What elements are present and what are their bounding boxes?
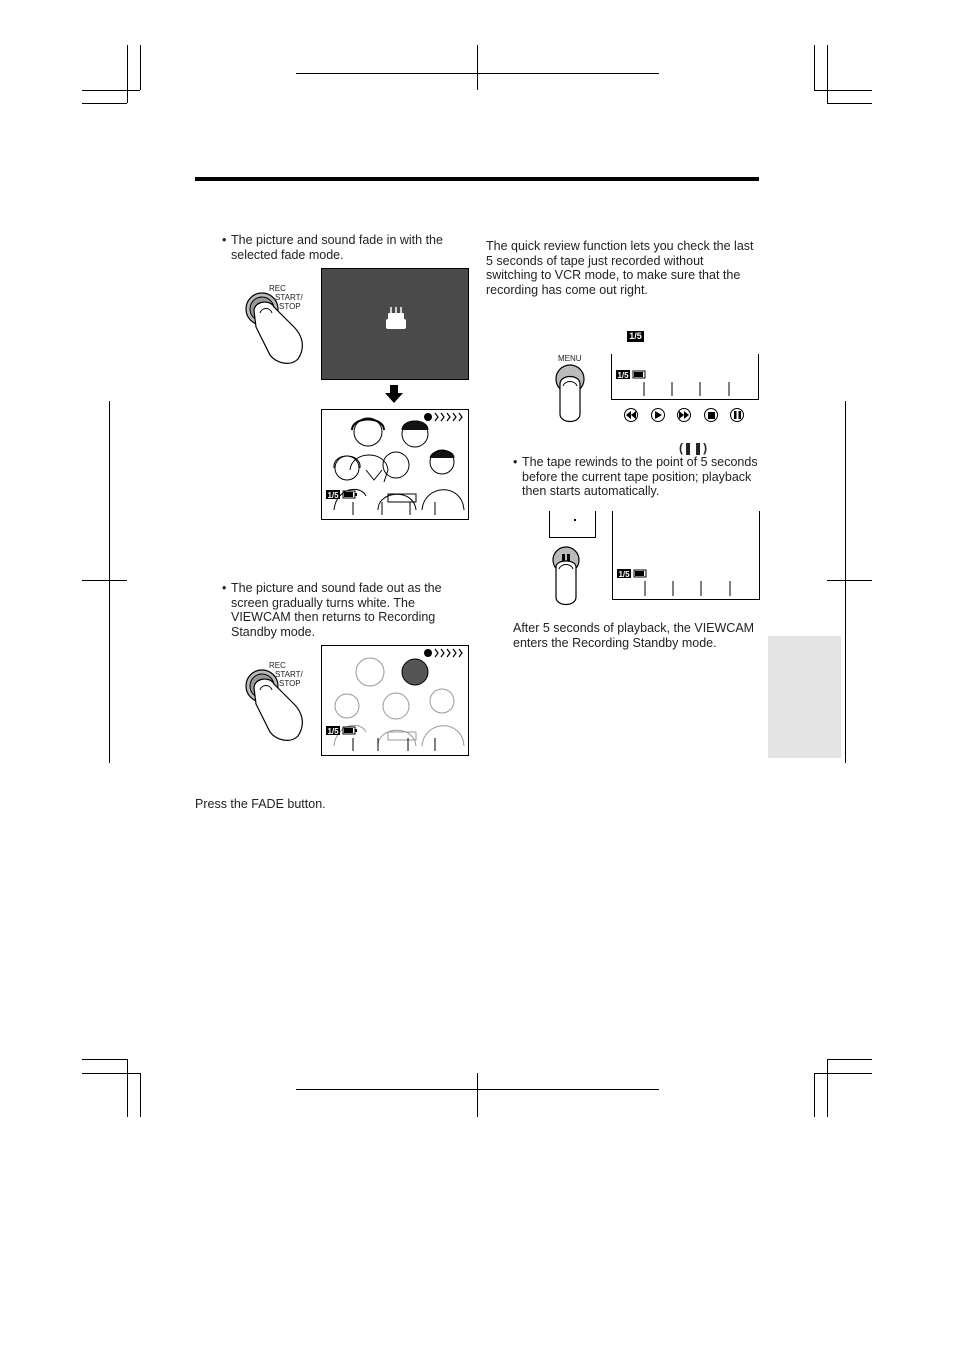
fade-dark-screen bbox=[321, 268, 469, 380]
rewind-bullet: • The tape rewinds to the point of 5 seconds before the current tape position; playback then starts automatically. bbox=[513, 455, 758, 498]
pause-button-illustration bbox=[548, 545, 588, 607]
rec-label-2: REC START/ STOP bbox=[269, 661, 303, 688]
menu-label: MENU bbox=[558, 354, 582, 363]
pause-icon bbox=[730, 408, 744, 422]
down-arrow-icon bbox=[385, 385, 403, 408]
menu-button-illustration bbox=[552, 364, 592, 426]
record-dot-icon bbox=[424, 413, 432, 421]
svg-text:1/5: 1/5 bbox=[327, 727, 339, 736]
quick-review-intro: The quick review function lets you check the last 5 seconds of tape just recorded without switching to VCR mode, to make sure that the recording has come out right. bbox=[486, 239, 754, 297]
menu-screen bbox=[611, 354, 759, 400]
fade-out-bullet: • The picture and sound fade out as the screen gradually turns white. The VIEWCAM then returns to Recording Standby mode. bbox=[222, 581, 442, 639]
rec-label: REC START/ STOP bbox=[269, 284, 303, 311]
svg-text:1/5: 1/5 bbox=[327, 491, 339, 500]
press-fade-instruction: Press the FADE button. bbox=[195, 797, 326, 811]
stop-icon bbox=[704, 408, 718, 422]
record-dot-icon bbox=[424, 649, 432, 657]
family-screen-fade-in bbox=[321, 409, 469, 520]
playback-screen bbox=[612, 511, 760, 600]
rewind-icon bbox=[624, 408, 638, 422]
svg-text:1/5: 1/5 bbox=[618, 570, 630, 579]
birthday-cake-icon bbox=[322, 269, 468, 379]
family-screen-fade-out bbox=[321, 645, 469, 756]
finger-press-icon bbox=[548, 545, 588, 607]
fast-forward-icon bbox=[677, 408, 691, 422]
mini-screen-bracket bbox=[549, 511, 596, 538]
pause-symbol: (❚❚) bbox=[679, 441, 708, 455]
header-rule bbox=[195, 177, 759, 181]
after-playback-text: After 5 seconds of playback, the VIEWCAM enters the Recording Standby mode. bbox=[513, 621, 755, 650]
fade-in-bullet: • The picture and sound fade in with the selected fade mode. bbox=[222, 233, 443, 262]
svg-text:1/5: 1/5 bbox=[617, 371, 629, 380]
finger-press-icon bbox=[552, 364, 592, 426]
speed-badge: 1/5 bbox=[627, 331, 644, 342]
play-icon bbox=[651, 408, 665, 422]
section-side-tab bbox=[768, 636, 841, 758]
